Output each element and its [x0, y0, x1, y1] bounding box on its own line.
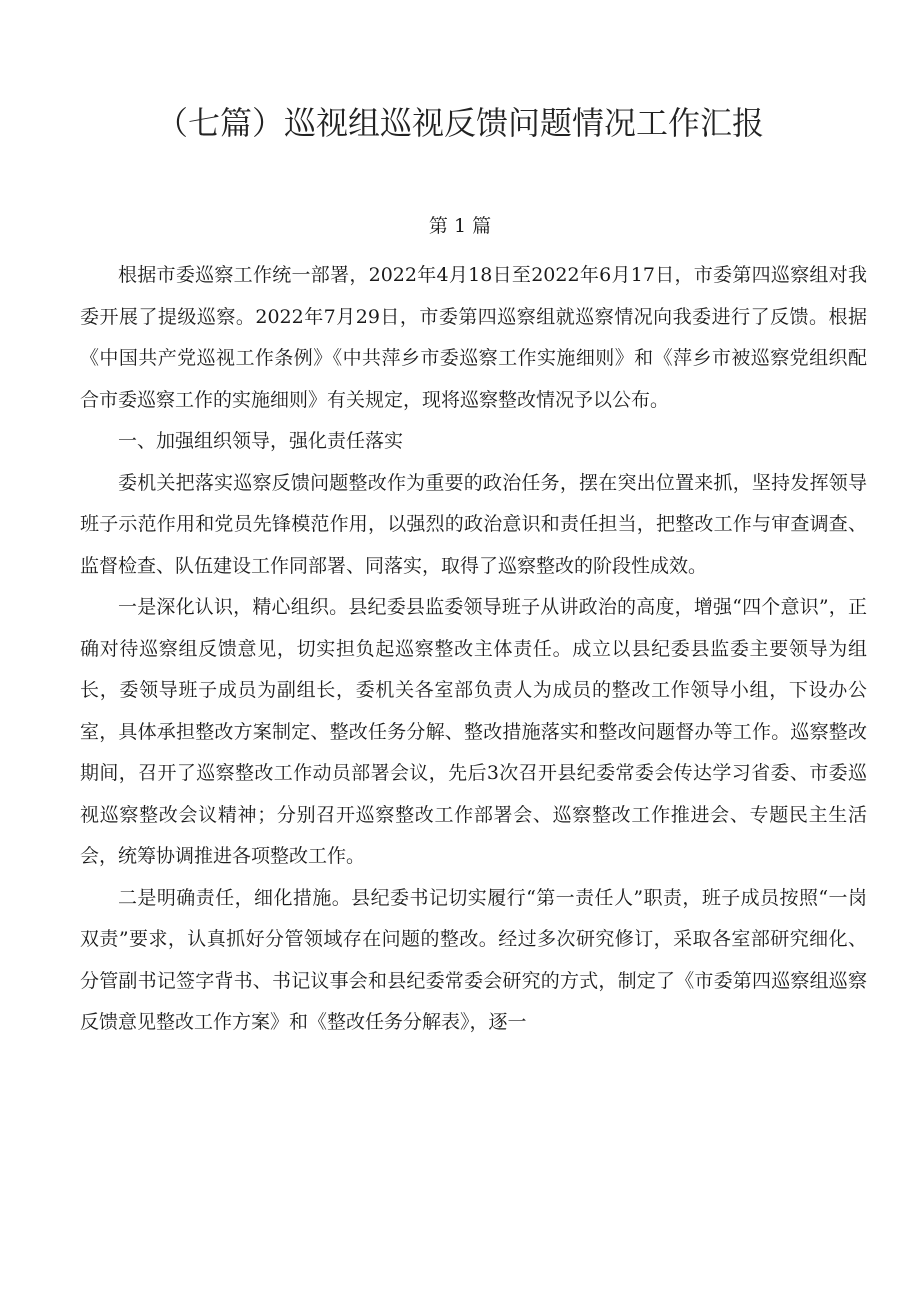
section-heading: 第 1 篇 — [428, 215, 492, 237]
paragraph-point-two: 二是明确责任，细化措施。县纪委书记切实履行“第一责任人”职责，班子成员按照“一岗双责”要求，认真抓好分管领域存在问题的整改。经过多次研究修订，采取各室部研究细化、分管副书记签字背书、书记议事会和县纪委常委会研究的方式，制定了《市委第四巡察组巡察反馈意见整改工作方案》和《整改任务分解表》，逐一 — [80, 886, 867, 1033]
paragraph-intro: 根据市委巡察工作统一部署，2022年4月18日至2022年6月17日，市委第四巡察组对我委开展了提级巡察。2022年7月29日，市委第四巡察组就巡察情况向我委进行了反馈。根据《中国共产党巡视工作条例》《中共萍乡市委巡察工作实施细则》和《萍乡市被巡察党组织配合市委巡察工作的实施细则》有关规定，现将巡察整改情况予以公布。 — [80, 264, 867, 411]
document-body — [80, 255, 867, 1044]
subheading-organization: 一、加强组织领导，强化责任落实 — [118, 430, 404, 452]
paragraph-point-one: 一是深化认识，精心组织。县纪委县监委领导班子从讲政治的高度，增强“四个意识”，正确对待巡察组反馈意见，切实担负起巡察整改主体责任。成立以县纪委县监委主要领导为组长，委领导班子成员为副组长，委机关各室部负责人为成员的整改工作领导小组，下设办公室，具体承担整改方案制定、整改任务分解、整改措施落实和整改问题督办等工作。巡察整改期间，召开了巡察整改工作动员部署会议，先后3次召开县纪委常委会传达学习省委、市委巡视巡察整改会议精神；分别召开巡察整改工作部署会、巡察整改工作推进会、专题民主生活会，统筹协调推进各项整改工作。 — [80, 596, 867, 867]
document-title: （七篇）巡视组巡视反馈问题情况工作汇报 — [155, 104, 764, 142]
paragraph-organization: 委机关把落实巡察反馈问题整改作为重要的政治任务，摆在突出位置来抓，坚持发挥领导班子示范作用和党员先锋模范作用，以强烈的政治意识和责任担当，把整改工作与审查调查、监督检查、队伍建设工作同部署、同落实，取得了巡察整改的阶段性成效。 — [80, 471, 867, 577]
